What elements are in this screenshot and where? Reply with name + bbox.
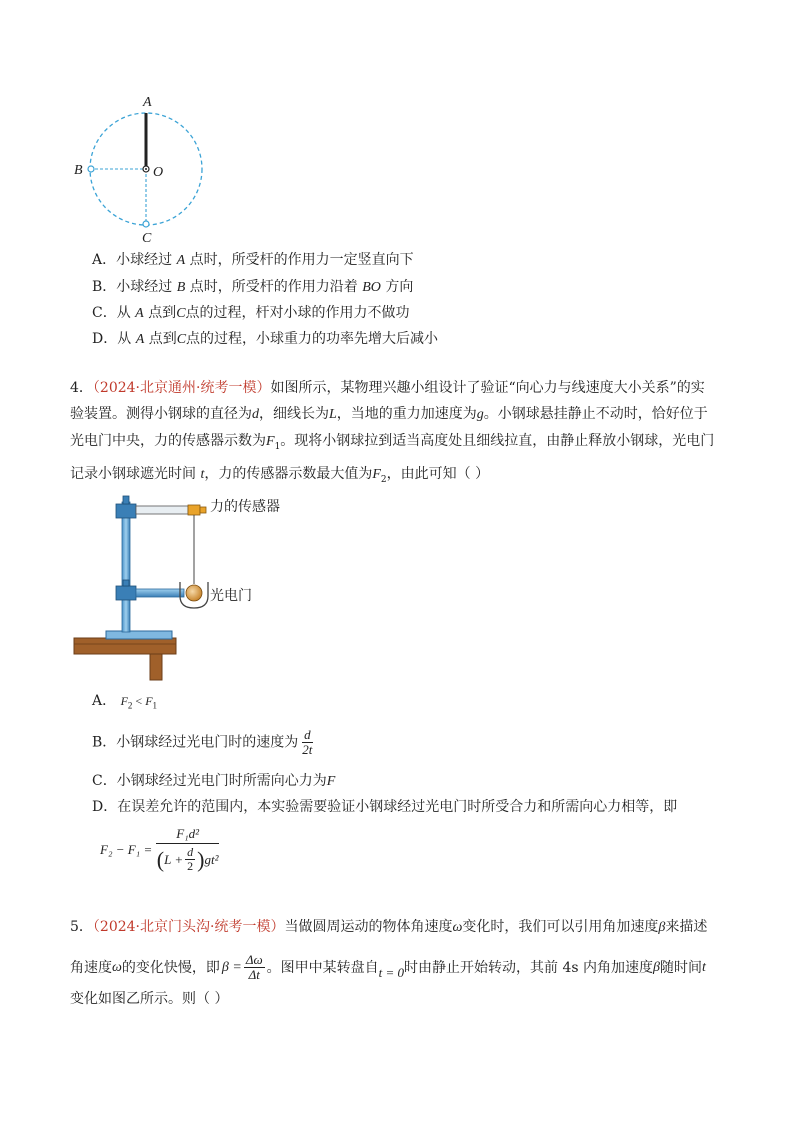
middle-clamp	[116, 586, 136, 600]
q5-stem-line2: 角速度 ω 的变化快慢，即 β = $\frac{\Delta\omega}{\Delta t}$ 。图甲中某转盘自 t = 0 时由静止开始转动，其前 4s 内角加速度 β 随时间 t	[70, 952, 706, 982]
q4-stem-line4: 记录小钢球遮光时间 t，力的传感器示数最大值为$F_2$，由此可知（ ）	[70, 466, 490, 485]
q3-option-b: B．小球经过 B 点时，所受杆的作用力沿着 BO 方向	[92, 279, 414, 295]
q5-number: 5．	[70, 919, 93, 935]
q4-stem-line1: 4．（2024·北京通州·统考一模）如图所示，某物理兴趣小组设计了验证“向心力与线速度大小关系”的实	[70, 380, 705, 396]
circle-rod-figure	[70, 90, 220, 250]
point-O-dot	[145, 168, 147, 170]
point-B	[88, 166, 94, 172]
table-leg	[150, 654, 162, 680]
label-O: O	[153, 165, 164, 180]
q4-option-a: A． $F_2 < F_1$	[92, 693, 158, 711]
q5-stem-line1: 5．（2024·北京门头沟·统考一模）当做圆周运动的物体角速度ω变化时，我们可以引用角加速度β来描述	[70, 919, 708, 935]
q4-option-d-equation: F₂ − F₁ = F₁d² ( L + $\frac{d}{2}$ ) gt²	[100, 826, 219, 873]
velocity-fraction: $\frac{d}{2t}$	[302, 727, 313, 757]
force-sensor	[188, 505, 200, 515]
q4-option-d: D．在误差允许的范围内，本实验需要验证小钢球经过光电门时所受合力和所需向心力相等，即	[92, 799, 678, 815]
q5-stem-line3: 变化如图乙所示。则（ ）	[70, 991, 229, 1007]
q4-number: 4．	[70, 380, 93, 396]
q4-option-b: B．小钢球经过光电门时的速度为 $\frac{d}{2t}$	[92, 727, 313, 757]
beta-fraction: $\frac{\Delta\omega}{\Delta t}$	[245, 952, 263, 982]
sensor-label: 力的传感器	[210, 499, 280, 515]
q4-stem-line3: 光电门中央，力的传感器示数为$F_1$。现将小钢球拉到适当高度处且细线拉直，由静止释放小钢球，光电门	[70, 433, 715, 452]
q3-option-d: D．从 A 点到C点的过程，小球重力的功率先增大后减小	[92, 331, 439, 347]
table-top	[74, 638, 176, 654]
steel-ball	[186, 585, 202, 601]
q4-stem-line2: 验装置。测得小钢球的直径为d，细线长为L，当地的重力加速度为g。小钢球悬挂静止不动时，恰好位于	[70, 406, 708, 422]
q4-option-c: C．小钢球经过光电门时所需向心力为F	[92, 773, 336, 789]
stand-pole	[122, 502, 130, 632]
q4-source: （2024·北京通州·统考一模）	[92, 380, 271, 396]
label-B: B	[74, 163, 83, 178]
sensor-arm	[136, 506, 188, 514]
q3-option-a: A．小球经过 A 点时，所受杆的作用力一定竖直向下	[92, 252, 414, 268]
label-A: A	[143, 95, 152, 110]
q5-source: （2024·北京门头沟·统考一模）	[92, 919, 285, 935]
q3-option-c: C．从 A 点到C点的过程，杆对小球的作用力不做功	[92, 305, 410, 321]
top-clamp	[116, 504, 136, 518]
gate-arm	[136, 589, 184, 597]
base-plate	[106, 631, 172, 639]
point-C	[143, 221, 149, 227]
photogate-label: 光电门	[210, 588, 252, 604]
label-C: C	[142, 231, 152, 246]
